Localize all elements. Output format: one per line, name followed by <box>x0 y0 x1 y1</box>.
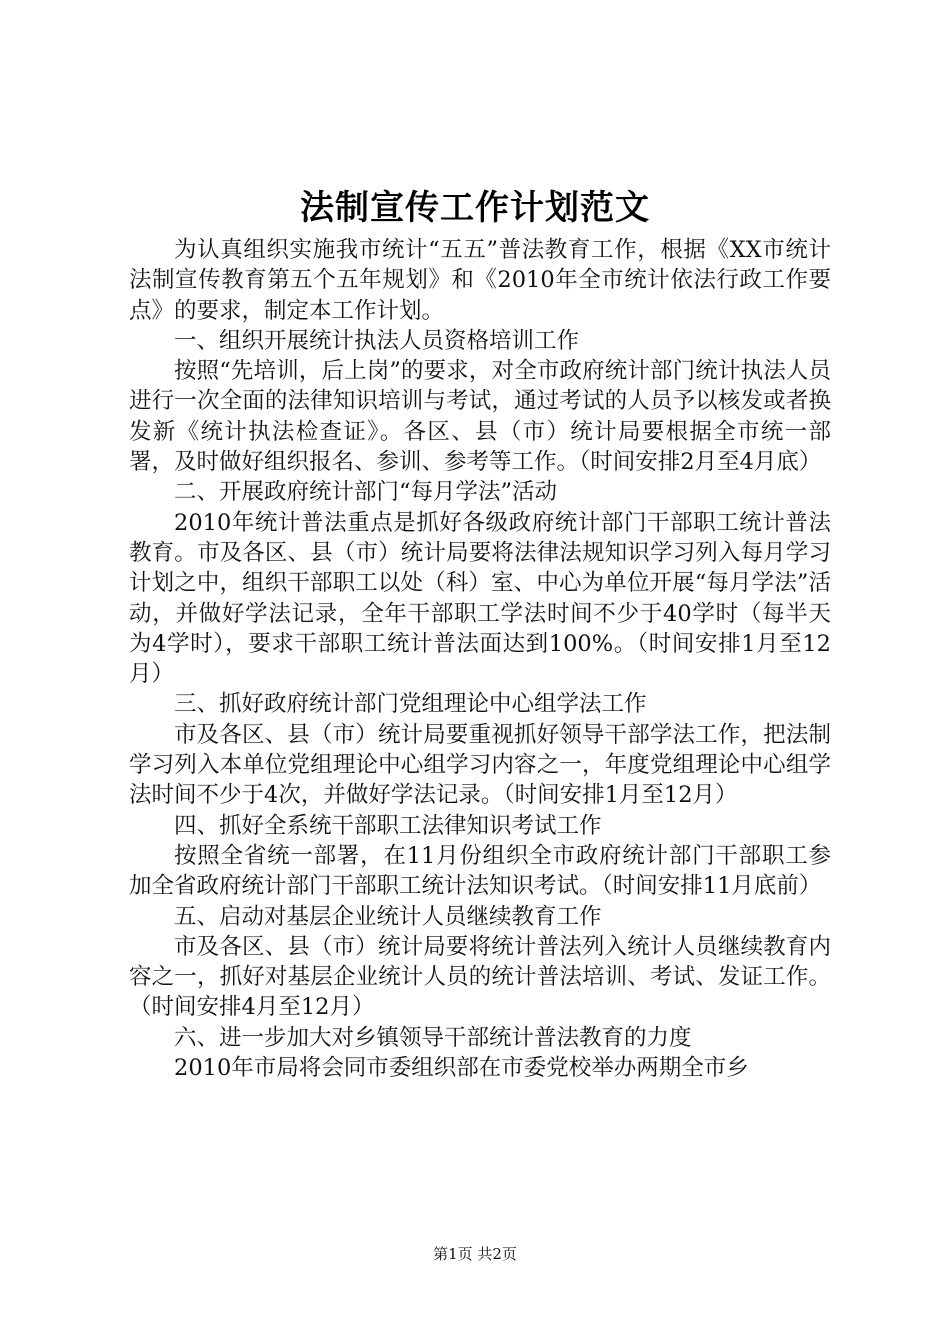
intro-paragraph: 为认真组织实施我市统计“五五”普法教育工作，根据《XX市统计法制宣传教育第五个五年规划》和《2010年全市统计依法行政工作要点》的要求，制定本工作计划。 <box>129 237 831 324</box>
section-heading-2: 二、开展政府统计部门“每月学法”活动 <box>174 479 558 506</box>
section-heading-4: 四、抓好全系统干部职工法律知识考试工作 <box>174 812 602 839</box>
section-paragraph-4: 按照全省统一部署，在11月份组织全市政府统计部门干部职工参加全省政府统计部门干部职工统计法知识考试。（时间安排11月底前） <box>129 842 831 900</box>
section-paragraph-3: 市及各区、县（市）统计局要重视抓好领导干部学法工作，把法制学习列入本单位党组理论中心组学习内容之一，年度党组理论中心组学法时间不少于4次，并做好学法记录。（时间安排1月至12月） <box>129 721 831 809</box>
document-body <box>129 235 831 1083</box>
section-paragraph-1: 按照“先培训，后上岗”的要求，对全市政府统计部门统计执法人员进行一次全面的法律知识培训与考试，通过考试的人员予以核发或者换发新《统计执法检查证》。各区、县（市）统计局要根据全市统一部署，及时做好组织报名、参训、参考等工作。（时间安排2月至4月底） <box>129 358 831 476</box>
section-heading-3: 三、抓好政府统计部门党组理论中心组学法工作 <box>174 691 647 718</box>
section-heading-6: 六、进一步加大对乡镇领导干部统计普法教育的力度 <box>174 1024 692 1051</box>
section-paragraph-5: 市及各区、县（市）统计局要将统计普法列入统计人员继续教育内容之一，抓好对基层企业统计人员的统计普法培训、考试、发证工作。（时间安排4月至12月） <box>129 933 831 1021</box>
section-heading-1: 一、组织开展统计执法人员资格培训工作 <box>174 327 580 354</box>
section-paragraph-2: 2010年统计普法重点是抓好各级政府统计部门干部职工统计普法教育。市及各区、县（市）统计局要将法律法规知识学习列入每月学习计划之中，组织干部职工以处（科）室、中心为单位开展“每月学法”活动，并做好学法记录，全年干部职工学法时间不少于40学时（每半天为4学时），要求干部职工统计普法面达到100%。（时间安排1月至12月） <box>129 509 831 688</box>
section-paragraph-6: 2010年市局将会同市委组织部在市委党校举办两期全市乡 <box>174 1055 749 1082</box>
section-heading-5: 五、启动对基层企业统计人员继续教育工作 <box>174 903 602 930</box>
page-footer: 第1页 共2页 <box>433 1245 517 1263</box>
document-title: 法制宣传工作计划范文 <box>300 188 650 228</box>
